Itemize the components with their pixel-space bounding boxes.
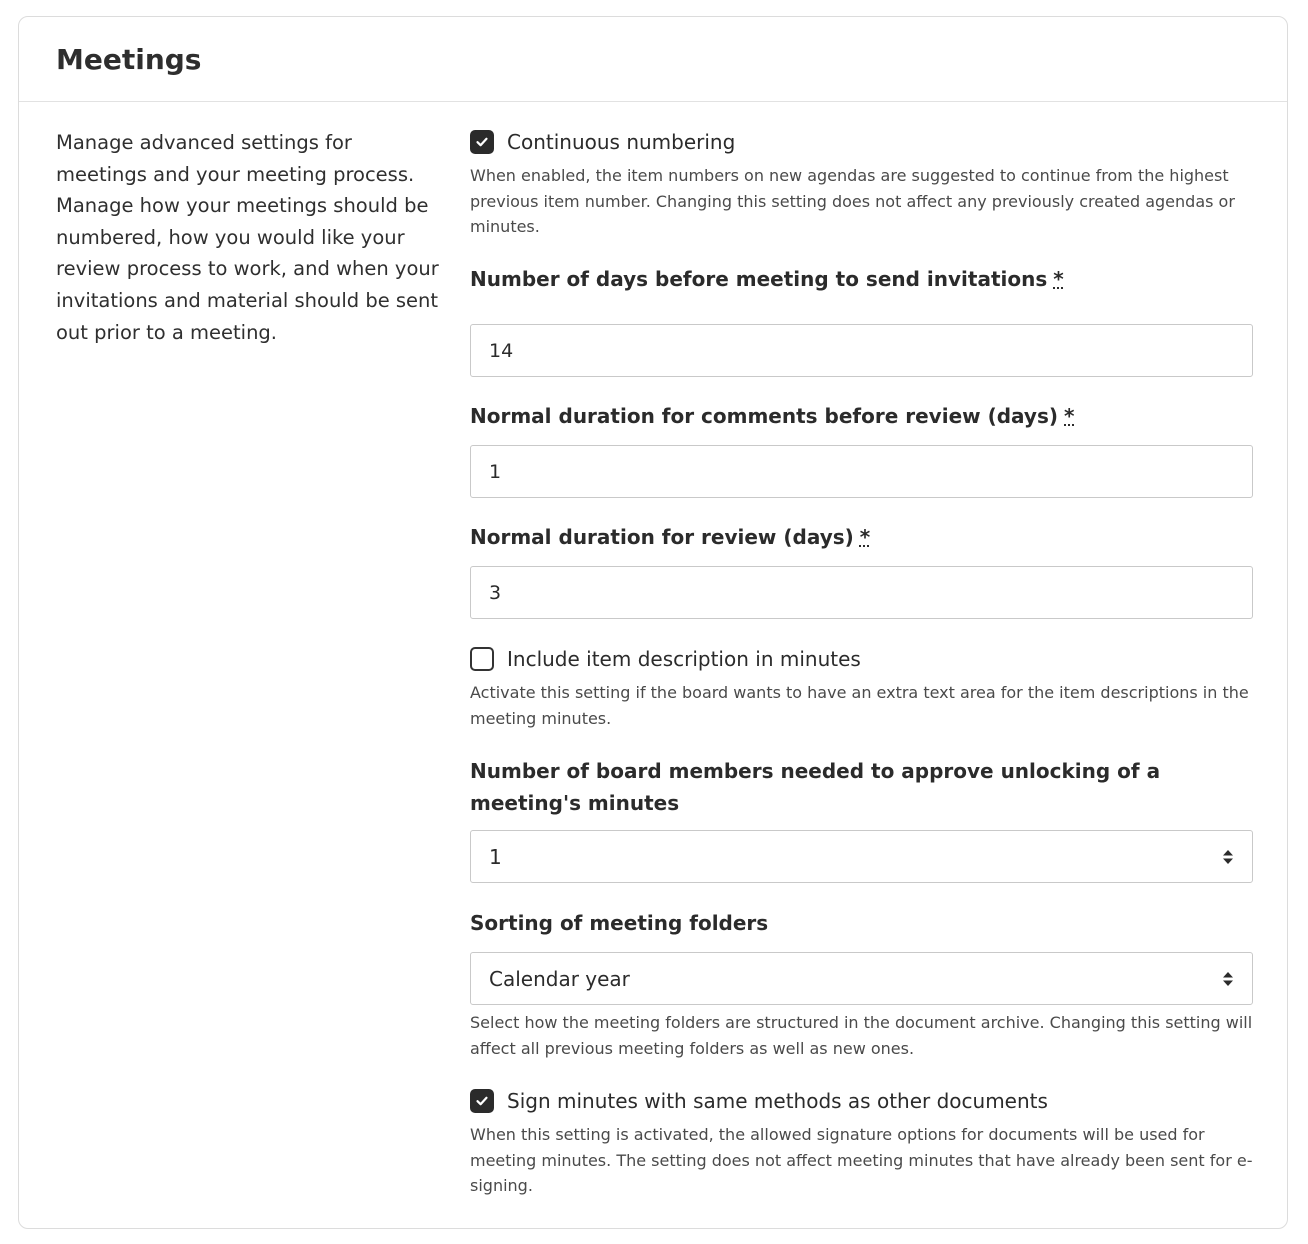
check-icon xyxy=(475,1094,489,1108)
page-title: Meetings xyxy=(56,43,202,76)
sign-minutes-help: When this setting is activated, the allowed signature options for documents will be used for meeting minutes. The setting does not affect meeting minutes that have already been sent for e-signing. xyxy=(470,1125,1253,1195)
invite-days-label xyxy=(470,263,1253,295)
review-days-input[interactable] xyxy=(470,566,1253,619)
continuous-numbering-help: When enabled, the item numbers on new agendas are suggested to continue from the highest previous item number. Changing this setting does not affect any previously created agendas or minutes. xyxy=(470,166,1235,236)
include-description-checkbox[interactable] xyxy=(470,647,494,671)
comment-days-input[interactable] xyxy=(470,445,1253,498)
sign-minutes-checkbox[interactable] xyxy=(470,1089,494,1113)
unlock-members-label: Number of board members needed to approve unlocking of a meeting's minutes xyxy=(470,759,1161,815)
comment-days-label-text: Normal duration for comments before review (days) xyxy=(470,404,1058,428)
include-description-label: Include item description in minutes xyxy=(507,647,861,671)
unlock-members-value: 1 xyxy=(489,844,502,869)
folder-sorting-label: Sorting of meeting folders xyxy=(470,911,769,935)
sort-arrows-icon xyxy=(1222,849,1234,865)
required-mark: * xyxy=(1053,267,1064,291)
check-icon xyxy=(475,135,489,149)
include-description-setting[interactable] xyxy=(470,644,861,674)
continuous-numbering-setting[interactable] xyxy=(470,127,735,157)
meetings-settings-card xyxy=(18,16,1288,1229)
continuous-numbering-checkbox[interactable] xyxy=(470,130,494,154)
sort-arrows-icon xyxy=(1222,971,1234,987)
include-description-help: Activate this setting if the board wants to have an extra text area for the item descriptions in the meeting minutes. xyxy=(470,683,1249,728)
review-days-label-text: Normal duration for review (days) xyxy=(470,525,854,549)
sign-minutes-label: Sign minutes with same methods as other documents xyxy=(507,1089,1048,1113)
sign-minutes-setting[interactable] xyxy=(470,1086,1048,1116)
invite-days-input[interactable] xyxy=(470,324,1253,377)
required-mark: * xyxy=(859,525,871,549)
folder-sorting-select[interactable] xyxy=(470,952,1253,1005)
card-header xyxy=(19,17,1287,102)
section-description: Manage advanced settings for meetings and your meeting process. Manage how your meetings should be numbered, how you would like your review process to work, and when your invitations and material should be sent out prior to a meeting. xyxy=(56,131,439,344)
continuous-numbering-label: Continuous numbering xyxy=(507,130,736,154)
folder-sorting-help: Select how the meeting folders are structured in the document archive. Changing this setting will affect all previous meeting folders as well as new ones. xyxy=(470,1013,1253,1058)
folder-sorting-value: Calendar year xyxy=(489,966,630,991)
review-days-label xyxy=(470,521,1253,553)
unlock-members-select[interactable] xyxy=(470,830,1253,883)
invite-days-label-text: Number of days before meeting to send invitations xyxy=(470,267,1048,291)
comment-days-label xyxy=(470,400,1253,432)
required-mark: * xyxy=(1064,404,1075,428)
